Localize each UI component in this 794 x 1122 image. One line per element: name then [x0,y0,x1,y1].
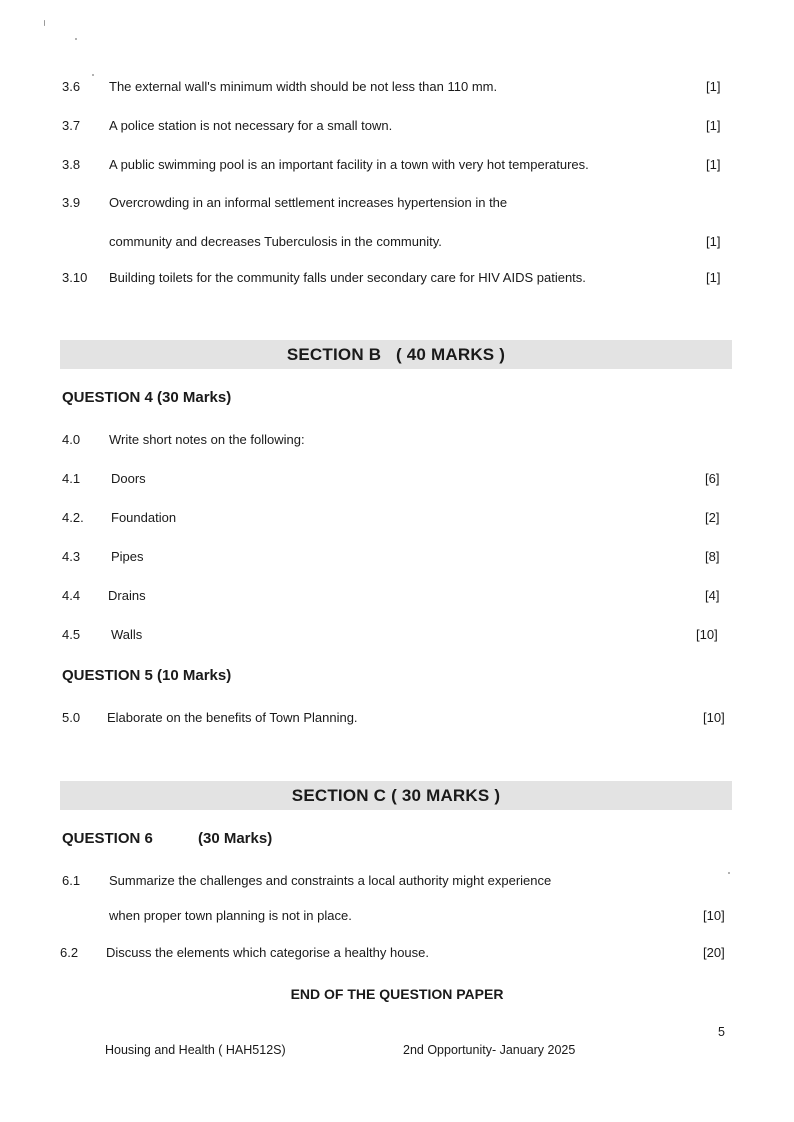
question-heading: QUESTION 6 [62,830,153,847]
question-number: 4.0 [62,432,81,447]
section-c-title: SECTION C ( 30 MARKS ) [291,785,501,805]
question-text: The external wall's minimum width should be not less than 110 mm. [109,79,498,94]
question-marks: [2] [705,510,720,525]
scan-speck [92,74,94,76]
question-text-continued: when proper town planning is not in place. [109,908,352,923]
question-number: 4.4 [62,588,81,603]
scan-speck [728,872,730,874]
end-of-paper-text: END OF THE QUESTION PAPER [290,986,504,1002]
question-text: Discuss the elements which categorise a healthy house. [106,945,430,960]
question-number: 4.5 [62,627,81,642]
question-number: 3.8 [62,157,81,172]
section-b-title: SECTION B ( 40 MARKS ) [286,344,506,364]
question-text: Doors [111,471,146,486]
section-b-banner [60,340,732,369]
question-number: 3.9 [62,195,81,210]
question-marks: [1] [706,79,721,94]
question-marks: [1] [706,234,721,249]
scan-speck [75,38,77,40]
question-marks: [10] [703,710,725,725]
question-heading-marks: (30 Marks) [198,830,273,847]
question-number: 6.2 [60,945,79,960]
question-marks: [1] [706,270,721,285]
question-text: A public swimming pool is an important facility in a town with very hot temperatures. [109,157,589,172]
question-text: Summarize the challenges and constraints a local authority might experience [109,873,552,888]
question-number: 5.0 [62,710,81,725]
question-text: Walls [111,627,143,642]
question-text: Write short notes on the following: [109,432,305,447]
question-text: Overcrowding in an informal settlement increases hypertension in the [109,195,508,210]
question-marks: [4] [705,588,720,603]
footer-opportunity: 2nd Opportunity- January 2025 [403,1043,576,1057]
question-text-continued: community and decreases Tuberculosis in the community. [109,234,442,249]
question-marks: [1] [706,157,721,172]
page-number: 5 [718,1025,725,1039]
question-number: 4.1 [62,471,81,486]
question-text: Building toilets for the community falls under secondary care for HIV AIDS patients. [109,270,586,285]
question-text: Pipes [111,549,144,564]
question-marks: [10] [703,908,725,923]
question-marks: [10] [696,627,718,642]
question-marks: [1] [706,118,721,133]
question-heading: QUESTION 5 (10 Marks) [62,667,232,684]
question-number: 3.7 [62,118,81,133]
question-text: A police station is not necessary for a small town. [109,118,393,133]
section-c-banner [60,781,732,810]
question-number: 3.6 [62,79,81,94]
question-marks: [8] [705,549,720,564]
scan-speck [44,20,45,26]
question-heading: QUESTION 4 (30 Marks) [62,389,232,406]
question-text: Elaborate on the benefits of Town Planning. [107,710,358,725]
question-marks: [20] [703,945,725,960]
question-number: 3.10 [62,270,88,285]
question-number: 4.3 [62,549,81,564]
question-marks: [6] [705,471,720,486]
question-text: Foundation [111,510,177,525]
question-text: Drains [108,588,146,603]
footer-course: Housing and Health ( HAH512S) [105,1043,286,1057]
question-number: 4.2. [62,510,84,525]
question-number: 6.1 [62,873,81,888]
